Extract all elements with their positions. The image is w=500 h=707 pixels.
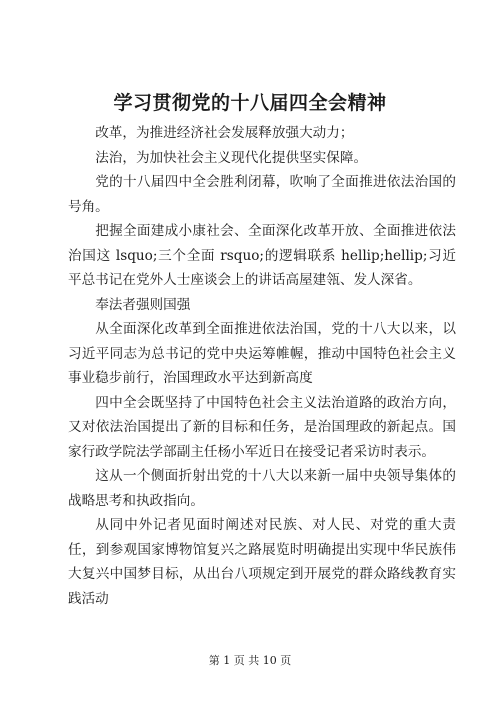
paragraph: 党的十八届四中全会胜利闭幕，吹响了全面推进依法治国的号角。 [68,174,456,215]
page-footer: 第 1 页 共 10 页 [208,654,292,667]
paragraph: 从同中外记者见面时阐述对民族、对人民、对党的重大责任，到参观国家博物馆复兴之路展览时明确提出实现中华民族伟大复兴中国梦目标，从出台八项规定到开展党的群众路线教育实践活动 [68,517,456,607]
paragraph: 把握全面建成小康社会、全面深化改革开放、全面推进依法治国这 lsquo;三个全面 rsquo;的逻辑联系 hellip;hellip;习近平总书记在党外人士座谈会上的讲话高屋建瓴、发人深省。 [68,223,456,288]
paragraph: 从全面深化改革到全面推进依法治国，党的十八大以来，以习近平同志为总书记的党中央运筹帷幄，推动中国特色社会主义事业稳步前行，治国理政水平达到新高度 [68,321,456,386]
document-title: 学习贯彻党的十八届四全会精神 [113,92,387,114]
paragraph: 法治，为加快社会主义现代化提供坚实保障。 [95,149,368,166]
paragraph: 这从一个侧面折射出党的十八大以来新一届中央领导集体的战略思考和执政指向。 [68,468,456,509]
paragraph: 四中全会既坚持了中国特色社会主义法治道路的政治方向，又对依法治国提出了新的目标和任务，是治国理政的新起点。国家行政学院法学部副主任杨小军近日在接受记者采访时表示。 [68,394,456,460]
document-body [68,121,456,611]
section-heading: 奉法者强则国强 [95,296,191,313]
paragraph: 改革，为推进经济社会发展释放强大动力； [95,125,354,141]
